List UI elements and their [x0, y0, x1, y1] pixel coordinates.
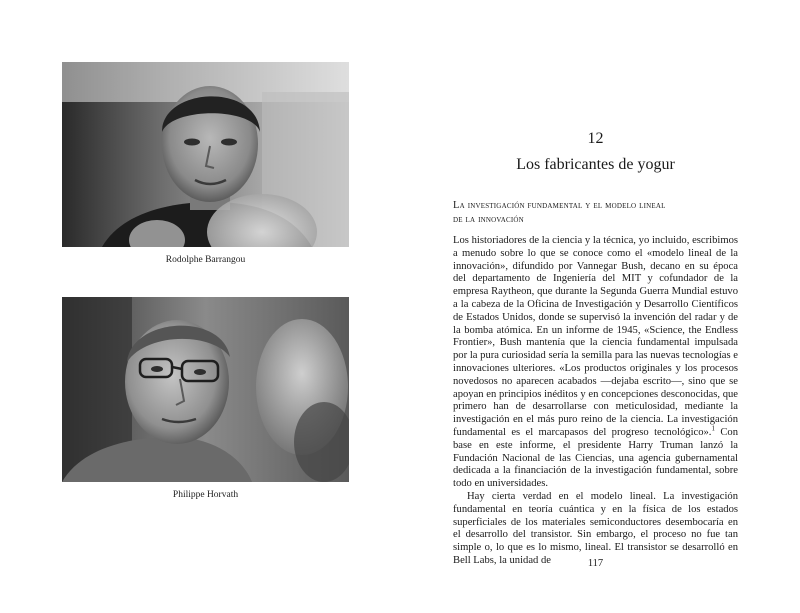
- chapter-number: 12: [587, 130, 604, 147]
- right-page: [400, 0, 800, 613]
- paragraph-1: [453, 235, 738, 491]
- paragraph-2: Hay cierta verdad en el modelo lineal. La investigación fundamental en teoría cuántica y en la física de los estados superficiales de los materiales semiconductores desembocaría en el desarrollo del transistor. Sin embargo, el proceso no fue tan simple o, lo que es lo mismo, lineal. El transistor se desarrolló en Bell Labs, la unidad de: [453, 490, 738, 566]
- section-heading: [453, 199, 738, 227]
- portrait-image-2: [62, 297, 349, 482]
- body-text: [453, 235, 738, 568]
- section-heading-line-2: de la innovación: [453, 214, 524, 225]
- portrait-photo-2: [62, 297, 349, 482]
- portrait-photo-1: [62, 62, 349, 247]
- page-number: 117: [587, 558, 604, 569]
- paragraph-1-part-1: Los historiadores de la ciencia y la técnica, yo incluido, escribimos a menudo sobre lo que se conoce como el «modelo lineal de la innovación», difundido por Vannegar Bush, decano en su época del departamento de Ingeniería del MIT y cofundador de la empresa Raytheon, que durante la Segunda Guerra Mundial estuvo a la cabeza de la Oficina de Investigación y Desarrollo Científicos de Estados Unidos, donde se supervisó la invención del radar y de la bomba atómica. En un informe de 1945, «Science, the Endless Frontier», Bush mantenía que la ciencia fundamental impulsada por la pura curiosidad sería la semilla para las nuevas tecnologías e innovaciones ulteriores. «Los productos originales y los procesos novedosos no aparecen acabados —dejaba escrito—, sino que se apoyan en principios inéditos y en concepciones desconocidas, que primero han de desarrollarse con meticulosidad, mediante la investigación en el más puro reino de la ciencia. La investigación fundamental es el marcapasos del progreso tecnológico».: [453, 235, 738, 438]
- photo-caption-1: Rodolphe Barrangou: [165, 255, 246, 265]
- paragraph-1-part-2: Con base en este informe, el presidente Harry Truman lanzó la Fundación Nacional de las Ciencias, una agencia gubernamental dedicada a la financiación de la investigación fundamental, sobre todo en universidades.: [453, 426, 738, 490]
- portrait-image-1: [62, 62, 349, 247]
- chapter-title: Los fabricantes de yogur: [516, 156, 675, 173]
- photo-caption-2: Philippe Horvath: [172, 490, 239, 500]
- section-heading-line-1: La investigación fundamental y el modelo lineal: [453, 200, 666, 211]
- footnote-marker: 1: [711, 424, 715, 433]
